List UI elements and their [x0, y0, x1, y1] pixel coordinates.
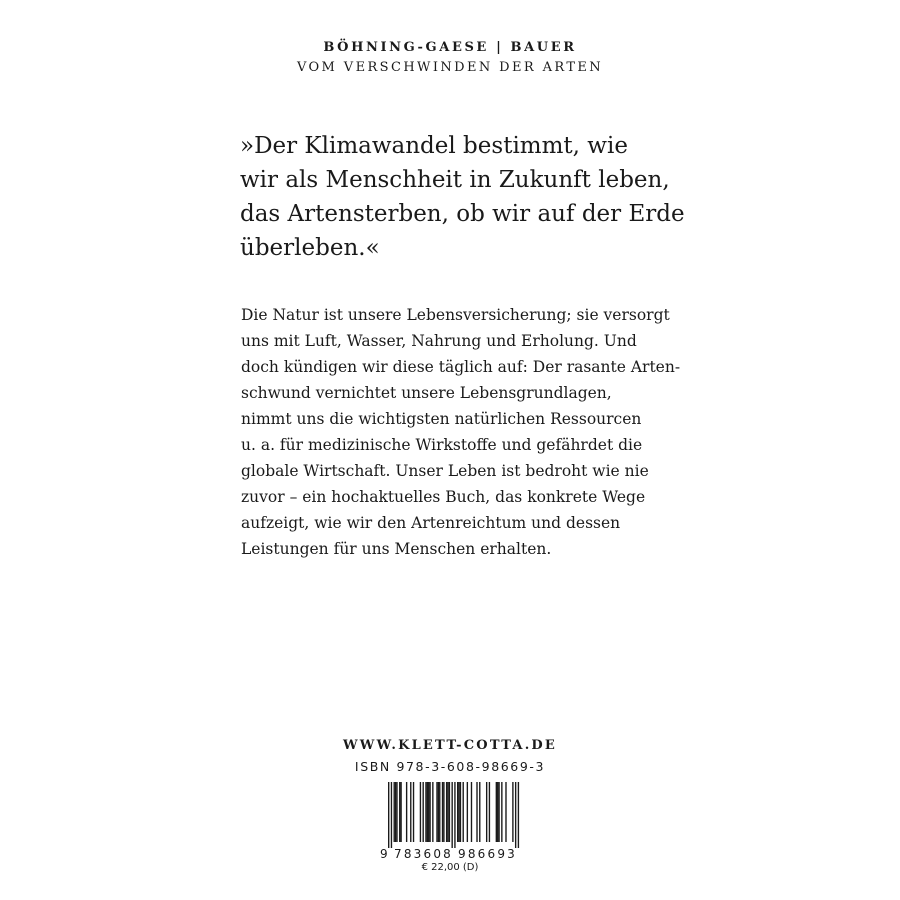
- blurb-line-4: schwund vernichtet unsere Lebensgrundlagen,: [241, 384, 612, 402]
- barcode-bar: [457, 782, 458, 842]
- barcode-bar: [451, 782, 452, 848]
- blurb-line-1: Die Natur ist unsere Lebensversicherung; sie versorgt: [241, 306, 670, 324]
- barcode-bar: [476, 782, 477, 842]
- barcode-bar: [413, 782, 414, 842]
- barcode-bar: [489, 782, 490, 842]
- barcode-bar: [388, 782, 389, 848]
- barcode-bar: [395, 782, 396, 842]
- publisher-website: WWW.KLETT-COTTA.DE: [342, 738, 557, 753]
- barcode-bar: [420, 782, 421, 842]
- barcode-right-digits: 986693: [458, 847, 518, 860]
- barcode-bar: [391, 782, 392, 848]
- barcode-bar: [486, 782, 487, 842]
- quote-line-4: überleben.«: [240, 235, 380, 261]
- barcode-bar: [498, 782, 499, 842]
- barcode-bar: [400, 782, 401, 842]
- barcode-bar: [399, 782, 400, 842]
- blurb-line-9: aufzeigt, wie wir den Artenreichtum und dessen: [241, 514, 621, 532]
- barcode-bar: [496, 782, 497, 842]
- barcode-bar: [410, 782, 411, 842]
- barcode-bar: [443, 782, 444, 842]
- barcode-bar: [497, 782, 498, 842]
- barcode-bar: [439, 782, 440, 842]
- barcode-bar: [406, 782, 407, 842]
- barcode-bar: [423, 782, 424, 842]
- quote-line-1: »Der Klimawandel bestimmt, wie: [240, 133, 628, 159]
- blurb-line-3: doch kündigen wir diese täglich auf: Der rasante Arten-: [241, 358, 681, 376]
- barcode: [376, 780, 524, 860]
- barcode-bar: [512, 782, 513, 842]
- blurb-line-6: u. a. für medizinische Wirkstoffe und gefährdet die: [241, 436, 643, 454]
- price-label: € 22,00 (D): [421, 862, 479, 873]
- barcode-bar: [427, 782, 428, 842]
- barcode-bar: [449, 782, 450, 842]
- blurb-text: [241, 302, 681, 562]
- barcode-bar: [463, 782, 464, 842]
- barcode-bar: [432, 782, 433, 842]
- barcode-first-digit: 9: [380, 847, 388, 860]
- blurb-line-8: zuvor – ein hochaktuelles Buch, das konkrete Wege: [241, 488, 646, 506]
- barcode-bar: [436, 782, 437, 842]
- quote-line-3: das Artensterben, ob wir auf der Erde: [240, 201, 685, 227]
- blurb-line-10: Leistungen für uns Menschen erhalten.: [241, 540, 552, 558]
- barcode-bar: [429, 782, 430, 842]
- barcode-left-digits: 783608: [394, 847, 454, 860]
- barcode-bar: [454, 782, 455, 848]
- cover-footer: [0, 738, 900, 775]
- barcode-bar: [394, 782, 395, 842]
- barcode-bar: [518, 782, 519, 848]
- barcode-graphic: [376, 780, 524, 860]
- book-title: VOM VERSCHWINDEN DER ARTEN: [296, 60, 604, 75]
- barcode-bar: [460, 782, 461, 842]
- barcode-bar: [442, 782, 443, 842]
- barcode-bar: [467, 782, 468, 842]
- quote-line-2: wir als Menschheit in Zukunft leben,: [240, 167, 670, 193]
- blurb-line-5: nimmt uns die wichtigsten natürlichen Ressourcen: [241, 410, 642, 428]
- blurb-line-2: uns mit Luft, Wasser, Nahrung und Erholung. Und: [241, 332, 637, 350]
- cover-header: [0, 40, 900, 77]
- isbn-label: ISBN 978-3-608-98669-3: [354, 759, 546, 774]
- barcode-bar: [505, 782, 506, 842]
- barcode-bar: [471, 782, 472, 842]
- authors-line: BÖHNING-GAESE | BAUER: [323, 40, 577, 55]
- barcode-bar: [447, 782, 448, 842]
- barcode-bar: [479, 782, 480, 842]
- pull-quote: [240, 129, 685, 265]
- barcode-bar: [446, 782, 447, 842]
- barcode-bar: [458, 782, 459, 842]
- blurb-line-7: globale Wirtschaft. Unser Leben ist bedroht wie nie: [241, 462, 649, 480]
- barcode-bar: [396, 782, 397, 842]
- barcode-bar: [438, 782, 439, 842]
- barcode-bar: [428, 782, 429, 842]
- barcode-bar: [501, 782, 502, 842]
- barcode-bar: [515, 782, 516, 848]
- barcode-bar: [425, 782, 426, 842]
